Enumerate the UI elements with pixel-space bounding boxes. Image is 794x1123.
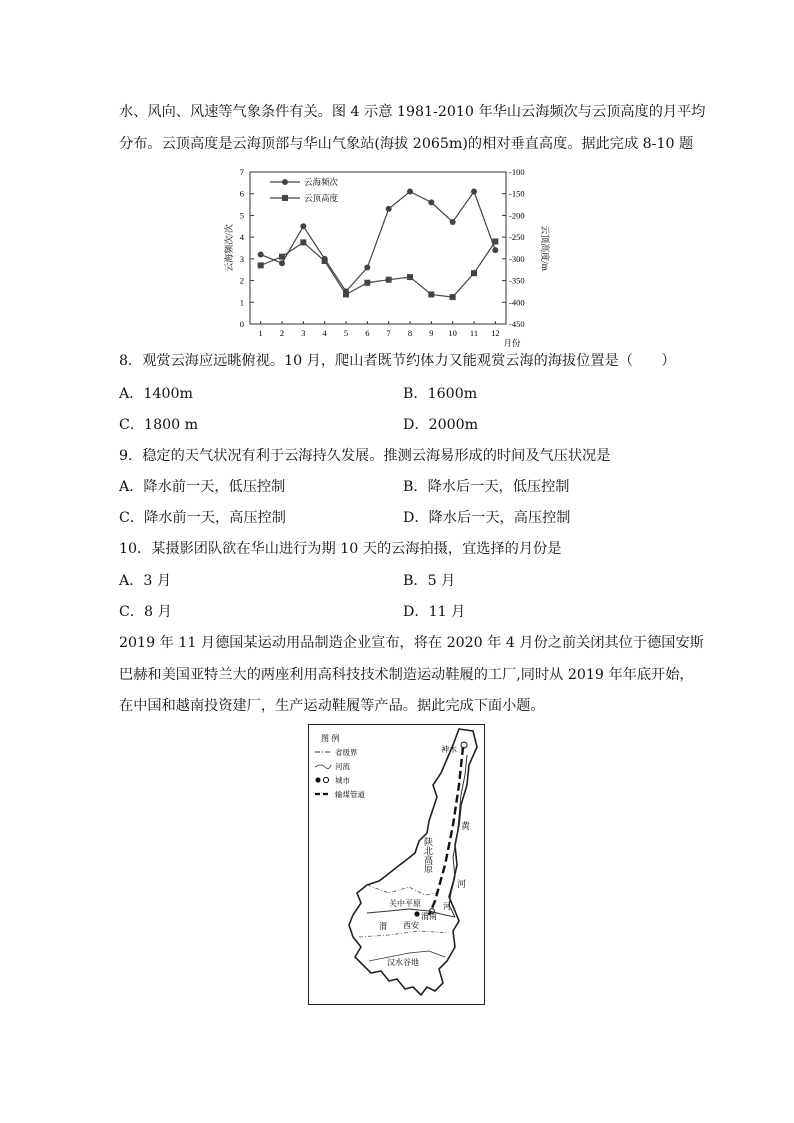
left-tick-label: 7	[239, 167, 244, 177]
label-xian: 西安	[403, 921, 419, 930]
passage2-line-2: 巴赫和美国亚特兰大的两座利用高科技技术制造运动鞋履的工厂,同时从 2019 年年底开始，	[119, 667, 694, 683]
cloud-sea-chart	[222, 160, 552, 348]
right-tick-label: -350	[509, 275, 525, 286]
left-tick-label: 4	[239, 232, 244, 243]
series-1-point	[450, 219, 456, 225]
label-he2: 河	[443, 902, 451, 911]
x-axis-label: 月份	[503, 338, 521, 348]
q10-option-c[interactable]: C．8 月	[119, 604, 172, 620]
label-he: 河	[457, 880, 467, 890]
series-1-point	[300, 223, 306, 229]
legend-label-2: 云顶高度	[304, 193, 339, 203]
left-axis-label: 云海频次/次	[224, 224, 234, 272]
left-tick-label: 0	[239, 319, 244, 329]
intro-line-2: 分布。云顶高度是云海顶部与华山气象站(海拔 2065m)的相对垂直高度。据此完成 8-10 题	[119, 136, 694, 152]
x-tick-label: 7	[386, 328, 391, 338]
right-axis-label: 云顶高度/m	[540, 225, 550, 271]
x-tick-label: 5	[343, 328, 349, 338]
series-line-2	[261, 241, 496, 297]
right-tick-label: -200	[509, 210, 525, 221]
series-line-1	[261, 192, 496, 292]
series-2-point	[258, 262, 264, 268]
series-1-point	[407, 189, 413, 195]
q9-stem: 9．稳定的天气状况有利于云海持久发展。推测云海易形成的时间及气压状况是	[119, 448, 611, 464]
label-huang: 黄	[461, 822, 471, 832]
series-2-point	[450, 294, 456, 300]
map-legend-item-4: 输煤管道	[335, 790, 365, 799]
series-2-point	[407, 274, 413, 280]
map-legend-item-3: 城市	[335, 776, 350, 785]
legend-label-1: 云海频次	[304, 177, 339, 187]
legend-river-line	[315, 765, 331, 769]
q8-stem: 8．观赏云海应远眺俯视。10 月，爬山者既节约体力又能观赏云海的海拔位置是（ ）	[119, 353, 676, 369]
legend-marker-2	[282, 195, 288, 201]
map-legend-item-1: 省级界	[335, 748, 358, 757]
left-tick-label: 3	[239, 253, 244, 264]
q9-option-c[interactable]: C．降水前一天，高压控制	[119, 510, 286, 526]
series-2-point	[492, 238, 498, 244]
left-tick-label: 1	[239, 297, 244, 308]
inner-boundary	[367, 885, 439, 895]
q8-option-a[interactable]: A．1400m	[119, 386, 193, 402]
left-tick-label: 2	[239, 275, 244, 286]
label-shenmu: 神木	[441, 745, 457, 754]
passage2-line-3: 在中国和越南投资建厂，生产运动鞋履等产品。据此完成下面小题。	[119, 698, 545, 714]
shenmu-marker	[461, 742, 467, 748]
shaanxi-map	[308, 724, 485, 1005]
series-1-point	[471, 189, 477, 195]
right-tick-label: -300	[509, 253, 525, 264]
province-boundary	[349, 729, 477, 995]
q9-option-a[interactable]: A．降水前一天，低压控制	[119, 479, 286, 495]
series-2-point	[386, 277, 392, 283]
series-2-point	[364, 280, 370, 286]
label-weinan: 渭南	[421, 912, 437, 921]
right-tick-label: -150	[509, 188, 525, 199]
x-tick-label: 8	[407, 328, 413, 338]
label-guanzhong: 关中平原	[389, 899, 421, 908]
q9-option-d[interactable]: D．降水后一天，高压控制	[403, 510, 571, 526]
x-tick-label: 10	[448, 328, 457, 338]
q10-option-d[interactable]: D．11 月	[403, 604, 466, 620]
map-legend-item-2: 河流	[335, 762, 350, 771]
series-1-point	[258, 252, 264, 258]
series-2-point	[471, 270, 477, 276]
series-1-point	[428, 199, 434, 205]
plot-frame	[250, 172, 506, 324]
x-tick-label: 4	[322, 328, 327, 338]
series-2-point	[428, 291, 434, 297]
series-1-point	[492, 247, 498, 253]
x-tick-label: 11	[469, 328, 479, 338]
x-tick-label: 6	[365, 328, 370, 338]
series-1-point	[279, 260, 285, 266]
right-tick-label: -400	[509, 297, 525, 308]
left-tick-label: 6	[239, 188, 244, 199]
label-wei: 渭	[379, 922, 387, 931]
legend-city-circle	[323, 777, 328, 782]
intro-line-1: 水、风向、风速等气象条件有关。图 4 示意 1981-2010 年华山云海频次与云顶高度的月平均	[119, 104, 706, 120]
series-2-point	[322, 258, 328, 264]
x-tick-label: 3	[301, 328, 306, 338]
x-tick-label: 1	[258, 328, 263, 338]
q10-option-b[interactable]: B．5 月	[403, 573, 456, 589]
passage2-line-1: 2019 年 11 月德国某运动用品制造企业宣布，将在 2020 年 4 月份之前关闭其位于德国安斯	[119, 635, 704, 651]
wei-river	[367, 909, 455, 917]
right-tick-label: -100	[509, 167, 525, 177]
q8-option-b[interactable]: B．1600m	[403, 386, 478, 402]
x-tick-label: 12	[491, 328, 500, 338]
left-tick-label: 5	[239, 210, 244, 221]
x-tick-label: 9	[429, 328, 434, 338]
x-tick-label: 2	[279, 328, 285, 338]
q8-option-d[interactable]: D．2000m	[403, 417, 479, 433]
series-2-point	[279, 254, 285, 260]
q8-option-c[interactable]: C．1800 m	[119, 417, 199, 433]
label-hanshui: 汉水谷地	[387, 958, 419, 967]
legend-city-dot	[315, 777, 320, 782]
shaanxi-map-graphic	[309, 725, 484, 1004]
series-2-point	[300, 239, 306, 245]
series-1-point	[364, 265, 370, 271]
q10-option-a[interactable]: A．3 月	[119, 573, 172, 589]
q9-option-b[interactable]: B．降水后一天，低压控制	[403, 479, 570, 495]
inner-boundary-2	[359, 931, 449, 937]
map-legend-title: 图 例	[321, 734, 340, 743]
q10-stem: 10．某摄影团队欲在华山进行为期 10 天的云海拍摄，宜选择的月份是	[119, 541, 562, 557]
xian-marker	[414, 911, 419, 916]
label-plateau: 陕北高原	[422, 837, 432, 873]
legend-marker-1	[282, 179, 288, 185]
series-2-point	[343, 291, 349, 297]
right-tick-label: -450	[509, 319, 525, 329]
series-1-point	[386, 206, 392, 212]
right-tick-label: -250	[509, 232, 525, 243]
